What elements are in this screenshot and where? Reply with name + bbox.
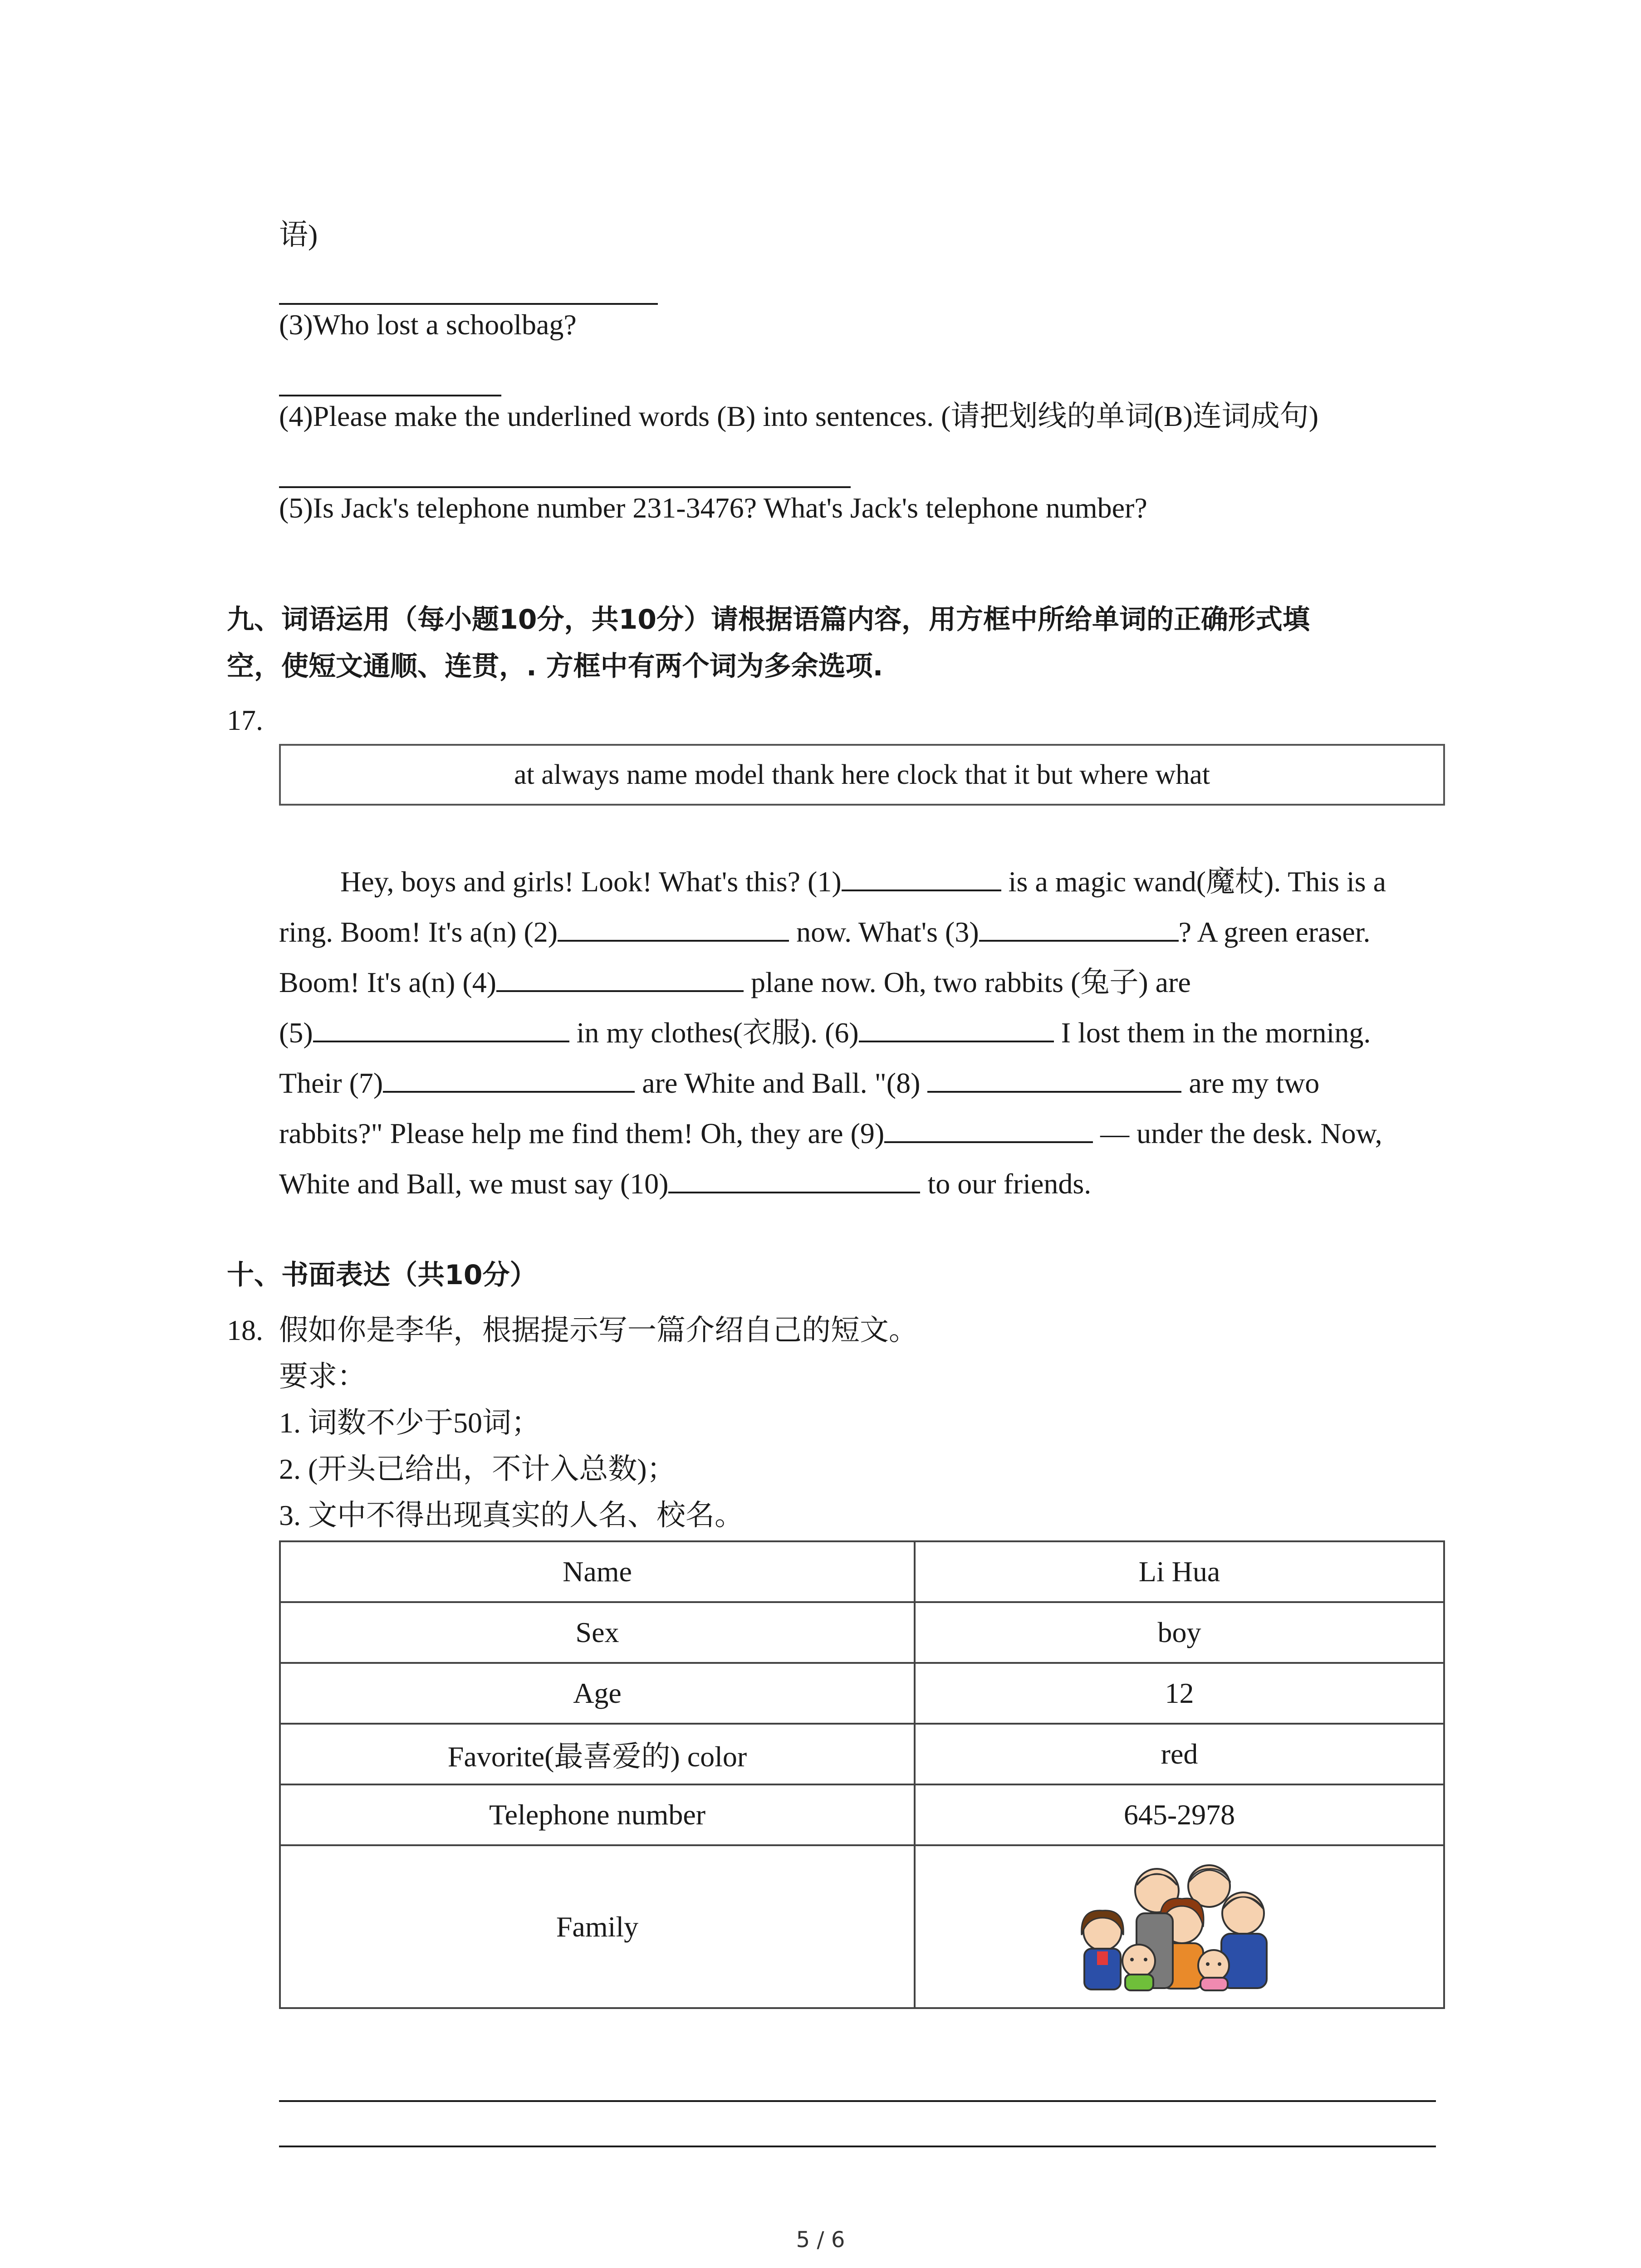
question-18-number: 18. [227, 1314, 263, 1346]
blank-2[interactable] [558, 913, 789, 942]
passage-text: are White and Ball. "(8) [635, 1067, 928, 1099]
writing-line-1[interactable] [279, 2100, 1436, 2102]
passage-text: to our friends. [920, 1168, 1092, 1200]
section10-heading: 十、书面表达（共10分） [227, 1259, 537, 1291]
blank-4[interactable] [496, 963, 744, 992]
blank-10[interactable] [668, 1164, 920, 1193]
table-cell-value: 12 [915, 1663, 1444, 1724]
requirement-1: 1. 词数不少于50词； [279, 1407, 540, 1439]
table-row [280, 1663, 1444, 1724]
table-row [280, 1541, 1444, 1602]
requirement-3: 3. 文中不得出现真实的人名、校名。 [279, 1499, 744, 1531]
passage-text: plane now. Oh, two rabbits (兔子) are [743, 966, 1191, 998]
section9-heading-2: 空，使短文通顺、连贯，. 方框中有两个词为多余选项. [227, 650, 883, 682]
table-cell-value: boy [915, 1602, 1444, 1663]
writing-line-2[interactable] [279, 2146, 1436, 2147]
passage-text: Hey, boys and girls! Look! What's this? (1) [340, 865, 842, 898]
table-cell-label: Family [280, 1845, 915, 2008]
family-image-cell [915, 1845, 1444, 2008]
blank-8[interactable] [927, 1064, 1181, 1093]
answer-line-4[interactable] [279, 486, 851, 488]
blank-9[interactable] [884, 1114, 1093, 1143]
blank-6[interactable] [859, 1013, 1054, 1042]
blank-5[interactable] [313, 1013, 569, 1042]
table-cell-label: Favorite(最喜爱的) color [280, 1724, 915, 1784]
table-cell-value: Li Hua [915, 1541, 1444, 1602]
passage-text: are my two [1181, 1067, 1320, 1099]
passage-text: (5) [279, 1017, 313, 1049]
section9-heading-1: 九、词语运用（每小题10分，共10分）请根据语篇内容，用方框中所给单词的正确形式填 [227, 604, 1310, 635]
table-row [280, 1784, 1444, 1845]
word-box-text: at always name model thank here clock that it but where what [514, 759, 1210, 790]
table-cell-label: Telephone number [280, 1784, 915, 1845]
blank-1[interactable] [842, 862, 1001, 891]
passage [279, 856, 1450, 1209]
table-cell-label: Age [280, 1663, 915, 1724]
passage-text: ? A green eraser. [1178, 916, 1371, 948]
blank-3[interactable] [979, 913, 1179, 942]
blank-7[interactable] [383, 1064, 635, 1093]
table-row [280, 1845, 1444, 2008]
page-number: 5 / 6 [796, 2227, 845, 2253]
word-box [279, 744, 1445, 806]
passage-text: rabbits?" Please help me find them! Oh, they are (9) [279, 1117, 885, 1149]
table-cell-value: red [915, 1724, 1444, 1784]
table-row [280, 1602, 1444, 1663]
table-cell-value: 645-2978 [915, 1784, 1444, 1845]
requirement-2: 2. (开头已给出，不计入总数)； [279, 1453, 676, 1485]
table-cell-label: Sex [280, 1602, 915, 1663]
passage-text: I lost them in the morning. [1053, 1017, 1371, 1049]
fragment-text: 语) [279, 219, 318, 251]
answer-line-2[interactable] [279, 303, 658, 305]
passage-text: — under the desk. Now, [1093, 1117, 1382, 1149]
question-3: (3)Who lost a schoolbag? [279, 308, 577, 341]
question-18-prompt: 假如你是李华，根据提示写一篇介绍自己的短文。 [279, 1314, 918, 1346]
answer-line-3[interactable] [279, 395, 501, 396]
info-table [279, 1540, 1445, 2009]
passage-text: now. What's (3) [789, 916, 979, 948]
requirements-title: 要求： [279, 1360, 366, 1393]
table-cell-label: Name [280, 1541, 915, 1602]
passage-text: White and Ball, we must say (10) [279, 1168, 669, 1200]
passage-text: in my clothes(衣服). (6) [569, 1017, 859, 1049]
passage-text: ring. Boom! It's a(n) (2) [279, 916, 558, 948]
table-row [280, 1724, 1444, 1784]
question-5: (5)Is Jack's telephone number 231-3476? What's Jack's telephone number? [279, 492, 1147, 524]
passage-text: Boom! It's a(n) (4) [279, 966, 496, 998]
question-4: (4)Please make the underlined words (B) into sentences. (请把划线的单词(B)连词成句) [279, 400, 1319, 432]
family-illustration-image [1053, 1859, 1307, 1995]
passage-text: is a magic wand(魔杖). This is a [1001, 865, 1386, 898]
passage-text: Their (7) [279, 1067, 383, 1099]
question-17-number: 17. [227, 704, 263, 736]
